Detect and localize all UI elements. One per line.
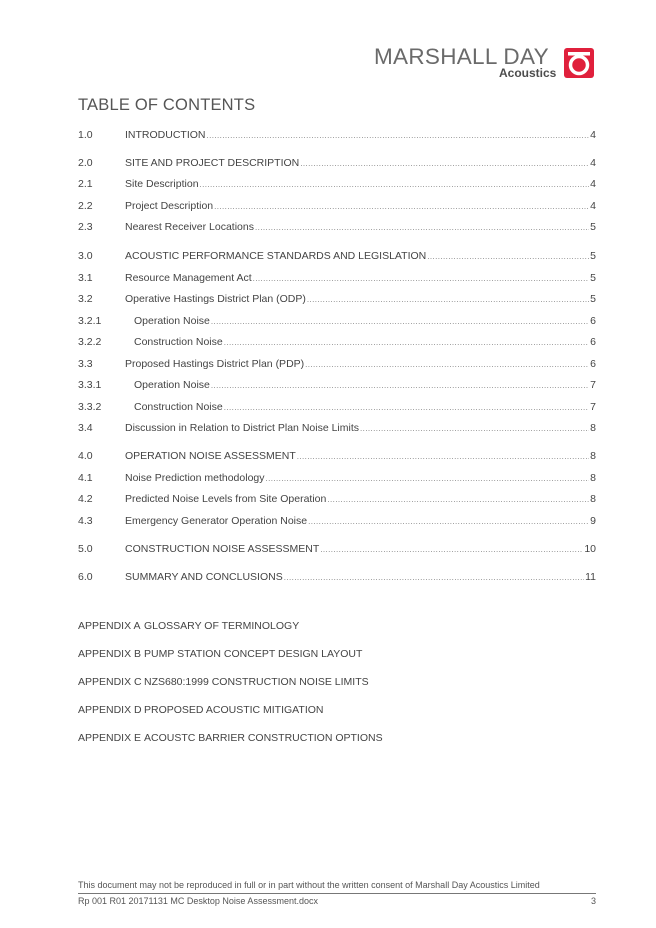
- toc-text: OPERATION NOISE ASSESSMENT: [125, 450, 296, 462]
- company-logo: [360, 44, 600, 84]
- toc-leader: [266, 471, 590, 487]
- footer-divider: [78, 893, 596, 894]
- toc-leader: [207, 128, 590, 144]
- toc-entry[interactable]: [78, 176, 596, 192]
- toc-leader: [360, 421, 589, 437]
- toc-page: 6: [590, 315, 596, 327]
- toc-number: 3.3.2: [78, 401, 102, 413]
- toc-number: 2.1: [78, 178, 93, 190]
- toc-entry[interactable]: [78, 334, 596, 350]
- toc-text: Project Description: [125, 200, 214, 212]
- toc-page: 7: [590, 401, 596, 413]
- toc-text: Operation Noise: [134, 315, 210, 327]
- toc-text: Construction Noise: [134, 401, 223, 413]
- logo-subtitle: Acoustics: [499, 66, 557, 80]
- toc-page: 9: [590, 515, 596, 527]
- toc-entry[interactable]: [78, 470, 596, 486]
- toc-entry[interactable]: [78, 513, 596, 529]
- toc-entry[interactable]: [78, 491, 596, 507]
- toc-entry[interactable]: [78, 377, 596, 393]
- toc-entry[interactable]: [78, 198, 596, 214]
- footer-document-reference: Rp 001 R01 20171131 MC Desktop Noise Assessment.docx: [78, 896, 318, 906]
- toc-leader: [427, 249, 589, 265]
- toc-entry[interactable]: [78, 248, 596, 264]
- toc-number: 4.2: [78, 493, 93, 505]
- toc-number: 5.0: [78, 543, 93, 555]
- toc-leader: [305, 357, 589, 373]
- toc-text: Resource Management Act: [125, 272, 252, 284]
- toc-number: 3.2.1: [78, 315, 102, 327]
- toc-page: 6: [590, 358, 596, 370]
- toc-text: Operation Noise: [134, 379, 210, 391]
- toc-page: 4: [590, 178, 596, 190]
- toc-number: 2.0: [78, 157, 93, 169]
- appendix-label: APPENDIX A: [78, 620, 141, 632]
- toc-text: Site Description: [125, 178, 199, 190]
- toc-leader: [308, 514, 589, 530]
- toc-text: Nearest Receiver Locations: [125, 221, 254, 233]
- toc-leader: [297, 449, 589, 465]
- toc-entry[interactable]: [78, 270, 596, 286]
- toc-text: Proposed Hastings District Plan (PDP): [125, 358, 305, 370]
- toc-entry[interactable]: [78, 313, 596, 329]
- toc-number: 4.0: [78, 450, 93, 462]
- toc-leader: [214, 199, 589, 215]
- appendix-title: PUMP STATION CONCEPT DESIGN LAYOUT: [144, 648, 363, 660]
- toc-leader: [255, 220, 589, 236]
- toc-leader: [284, 570, 584, 586]
- toc-page: 8: [590, 422, 596, 434]
- toc-page: 7: [590, 379, 596, 391]
- appendix-title: GLOSSARY OF TERMINOLOGY: [144, 620, 300, 632]
- toc-entry[interactable]: [78, 448, 596, 464]
- toc-page: 5: [590, 293, 596, 305]
- logo-mark-icon: [563, 47, 595, 79]
- toc-number: 3.2.2: [78, 336, 102, 348]
- toc-number: 3.0: [78, 250, 93, 262]
- toc-leader: [200, 177, 590, 193]
- toc-number: 3.3: [78, 358, 93, 370]
- toc-page: 4: [590, 157, 596, 169]
- toc-entry[interactable]: [78, 291, 596, 307]
- appendix-title: ACOUSTC BARRIER CONSTRUCTION OPTIONS: [144, 732, 383, 744]
- toc-page: 8: [590, 472, 596, 484]
- toc-page: 5: [590, 221, 596, 233]
- toc-number: 2.2: [78, 200, 93, 212]
- appendix-label: APPENDIX E: [78, 732, 142, 744]
- toc-text: INTRODUCTION: [125, 129, 206, 141]
- logo-name: MARSHALL DAY: [374, 44, 549, 69]
- toc-number: 3.1: [78, 272, 93, 284]
- toc-number: 4.1: [78, 472, 93, 484]
- appendix-title: NZS680:1999 CONSTRUCTION NOISE LIMITS: [144, 676, 369, 688]
- toc-page: 4: [590, 129, 596, 141]
- toc-text: Predicted Noise Levels from Site Operation: [125, 493, 327, 505]
- toc-page: 11: [585, 571, 596, 583]
- toc-leader: [224, 335, 589, 351]
- toc-leader: [224, 400, 589, 416]
- toc-entry[interactable]: [78, 155, 596, 171]
- toc-number: 3.3.1: [78, 379, 102, 391]
- toc-text: Discussion in Relation to District Plan Noise Limits: [125, 422, 359, 434]
- toc-number: 6.0: [78, 571, 93, 583]
- toc-entry[interactable]: [78, 356, 596, 372]
- toc-number: 3.4: [78, 422, 93, 434]
- toc-entry[interactable]: [78, 541, 596, 557]
- toc-text: SUMMARY AND CONCLUSIONS: [125, 571, 283, 583]
- toc-leader: [327, 492, 589, 508]
- footer-page-number: 3: [590, 896, 596, 906]
- footer-copyright-note: This document may not be reproduced in full or in part without the written consent of Marshall Day Acoustics Limited: [78, 880, 540, 890]
- appendix-title: PROPOSED ACOUSTIC MITIGATION: [144, 704, 324, 716]
- toc-number: 3.2: [78, 293, 93, 305]
- toc-page: 8: [590, 450, 596, 462]
- toc-text: ACOUSTIC PERFORMANCE STANDARDS AND LEGISLATION: [125, 250, 427, 262]
- toc-entry[interactable]: [78, 399, 596, 415]
- appendix-label: APPENDIX B: [78, 648, 142, 660]
- toc-leader: [211, 378, 589, 394]
- page-title: TABLE OF CONTENTS: [78, 96, 256, 114]
- toc-entry[interactable]: [78, 127, 596, 143]
- toc-leader: [253, 271, 590, 287]
- toc-page: 5: [590, 250, 596, 262]
- toc-text: Emergency Generator Operation Noise: [125, 515, 308, 527]
- toc-page: 6: [590, 336, 596, 348]
- toc-page: 5: [590, 272, 596, 284]
- toc-entry[interactable]: [78, 569, 596, 585]
- toc-entry[interactable]: [78, 420, 596, 436]
- toc-leader: [300, 156, 589, 172]
- toc-text: CONSTRUCTION NOISE ASSESSMENT: [125, 543, 320, 555]
- toc-text: Noise Prediction methodology: [125, 472, 265, 484]
- toc-page: 4: [590, 200, 596, 212]
- toc-leader: [320, 542, 583, 558]
- toc-text: Operative Hastings District Plan (ODP): [125, 293, 306, 305]
- toc-page: 10: [584, 543, 596, 555]
- toc-number: 4.3: [78, 515, 93, 527]
- toc-leader: [211, 314, 589, 330]
- appendix-label: APPENDIX D: [78, 704, 142, 716]
- toc-number: 2.3: [78, 221, 93, 233]
- appendix-label: APPENDIX C: [78, 676, 142, 688]
- toc-number: 1.0: [78, 129, 93, 141]
- toc-leader: [307, 292, 589, 308]
- toc-text: Construction Noise: [134, 336, 223, 348]
- toc-page: 8: [590, 493, 596, 505]
- toc-text: SITE AND PROJECT DESCRIPTION: [125, 157, 300, 169]
- toc-entry[interactable]: [78, 219, 596, 235]
